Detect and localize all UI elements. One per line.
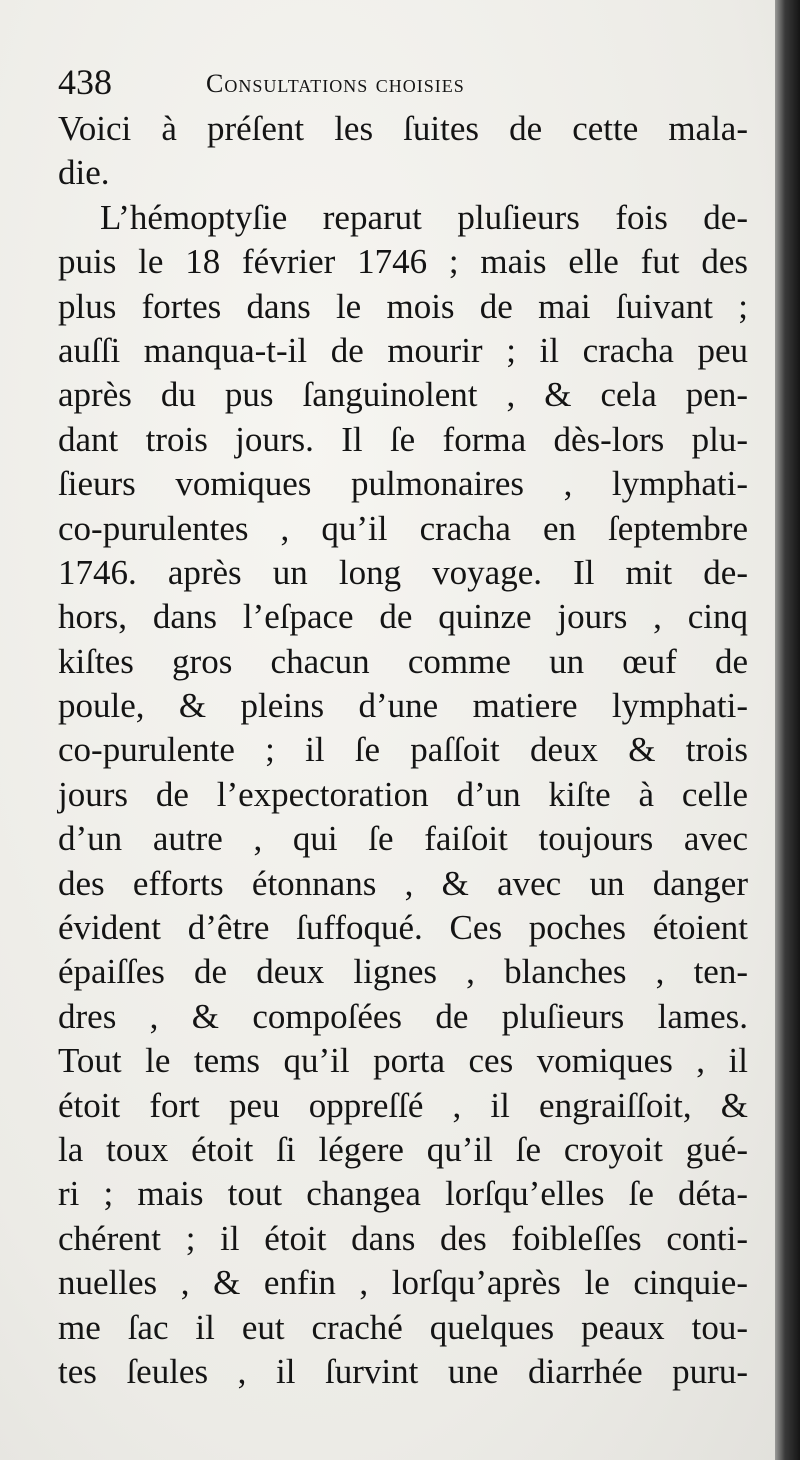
text-line: évident d’être ſuffoqué. Ces poches étoient bbox=[58, 908, 748, 948]
text-line: dres , & compoſées de pluſieurs lames. bbox=[58, 996, 748, 1036]
text-line: auſſi manqua-t-il de mourir ; il cracha peu bbox=[58, 330, 748, 370]
text-line: die. bbox=[58, 153, 110, 193]
text-line: d’un autre , qui ſe faiſoit toujours avec bbox=[58, 819, 748, 859]
text-line: me ſac il eut craché quelques peaux tou- bbox=[58, 1307, 748, 1347]
body-text bbox=[58, 107, 748, 1394]
text-line: chérent ; il étoit dans des foibleſſes conti- bbox=[58, 1218, 748, 1258]
text-line: dant trois jours. Il ſe forma dès-lors plu- bbox=[58, 419, 748, 459]
text-line: Voici à préſent les ſuites de cette mala- bbox=[58, 109, 748, 148]
text-line: jours de l’expectoration d’un kiſte à celle bbox=[58, 774, 748, 814]
running-title: Consultations choisies bbox=[206, 69, 465, 98]
page-number: 438 bbox=[58, 62, 112, 102]
text-line: co-purulentes , qu’il cracha en ſeptembre bbox=[58, 508, 748, 548]
text-line: tes ſeules , il ſurvint une diarrhée puru- bbox=[58, 1351, 748, 1391]
text-line: étoit fort peu oppreſſé , il engraiſſoit, & bbox=[58, 1085, 748, 1125]
text-line: Tout le tems qu’il porta ces vomiques , il bbox=[58, 1041, 748, 1081]
text-line: ri ; mais tout changea lorſqu’elles ſe déta- bbox=[58, 1174, 748, 1214]
page-header bbox=[58, 60, 738, 110]
text-line: épaiſſes de deux lignes , blanches , ten- bbox=[58, 952, 748, 992]
text-line: 1746. après un long voyage. Il mit de- bbox=[58, 552, 748, 592]
text-line: hors, dans l’eſpace de quinze jours , cinq bbox=[58, 597, 748, 637]
text-line: la toux étoit ſi légere qu’il ſe croyoit gué- bbox=[58, 1129, 748, 1169]
text-line: des efforts étonnans , & avec un danger bbox=[58, 863, 748, 903]
text-line: co-purulente ; il ſe paſſoit deux & trois bbox=[58, 730, 748, 770]
text-line: plus fortes dans le mois de mai ſuivant ; bbox=[58, 286, 748, 326]
text-line: kiſtes gros chacun comme un œuf de bbox=[58, 641, 748, 681]
text-line: L’hémoptyſie reparut pluſieurs fois de- bbox=[100, 197, 748, 237]
text-line: poule, & pleins d’une matiere lymphati- bbox=[58, 686, 748, 726]
page-edge-shadow bbox=[775, 0, 800, 1460]
text-line: ſieurs vomiques pulmonaires , lymphati- bbox=[58, 464, 748, 504]
text-line: nuelles , & enfin , lorſqu’après le cinquie- bbox=[58, 1263, 748, 1303]
text-line: puis le 18 février 1746 ; mais elle fut des bbox=[58, 242, 748, 282]
text-line: après du pus ſanguinolent , & cela pen- bbox=[58, 375, 748, 415]
